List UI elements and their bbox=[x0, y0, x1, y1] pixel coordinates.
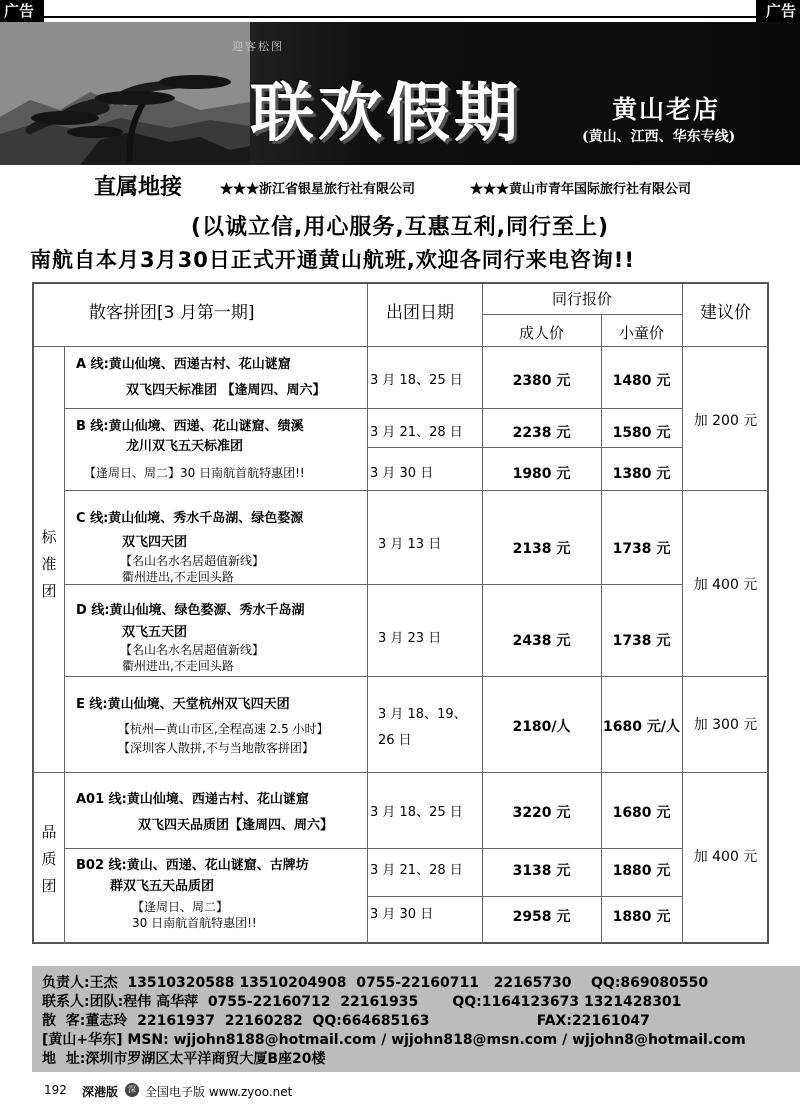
header-child: 小童价 bbox=[618, 324, 664, 342]
route-c-title: C 线:黄山仙境、秀水千岛湖、绿色婺源 bbox=[76, 511, 304, 526]
route-d-note: 【名山名水名居超值新线】 bbox=[120, 643, 265, 657]
route-b02-note: 【逢周日、周二】 bbox=[132, 900, 229, 914]
route-b-sub: 龙川双飞五天标准团 bbox=[126, 439, 244, 454]
section-standard: 标准团 bbox=[41, 528, 57, 600]
store-name: 黄山老店 bbox=[612, 95, 721, 124]
route-a-sub: 双飞四天标准团 【逢周四、周六】 bbox=[126, 383, 326, 398]
route-a-child-price: 1480 元 bbox=[612, 373, 671, 389]
header-adult: 成人价 bbox=[518, 324, 564, 342]
suggest-price: 加 400 元 bbox=[693, 577, 758, 593]
route-c-date: 3 月 13 日 bbox=[378, 537, 442, 552]
route-c-note-2: 衢州进出,不走回头路 bbox=[122, 570, 234, 584]
route-b02-child-price: 1880 元 bbox=[612, 863, 671, 879]
direct-label: 直属地接 bbox=[94, 174, 183, 200]
route-d-adult-price: 2438 元 bbox=[512, 633, 571, 649]
header-group: 散客拼团[3 月第一期] bbox=[89, 303, 255, 323]
route-a01-sub: 双飞四天品质团【逢周四、周六】 bbox=[138, 818, 334, 833]
partner-agency: ★★★黄山市青年国际旅行社有限公司 bbox=[470, 182, 692, 197]
route-e-child-price: 1680 元/人 bbox=[603, 719, 680, 735]
partner-agency: ★★★浙江省银星旅行社有限公司 bbox=[220, 182, 416, 197]
route-b02-date: 3 月 21、28 日 bbox=[370, 863, 463, 878]
route-e-note: 【杭州—黄山市区,全程高速 2.5 小时】 bbox=[118, 722, 329, 736]
route-e-title: E 线:黄山仙境、天堂杭州双飞四天团 bbox=[76, 697, 290, 712]
route-c-note: 【名山名水名居超值新线】 bbox=[120, 554, 265, 568]
route-d-note-2: 衢州进出,不走回头路 bbox=[122, 659, 234, 673]
route-a01-child-price: 1680 元 bbox=[612, 805, 671, 821]
header-peer-price: 同行报价 bbox=[551, 290, 612, 308]
route-b-date-2: 3 月 30 日 bbox=[370, 466, 434, 481]
ad-tag-right: 广告 bbox=[756, 0, 800, 22]
contact-individual: 散 客:董志玲 22161937 22160282 QQ:664685163 FAX:22161047 bbox=[42, 1013, 650, 1029]
route-b02-adult-price-2: 2958 元 bbox=[512, 909, 571, 925]
route-c-adult-price: 2138 元 bbox=[512, 541, 571, 557]
contact-address: 地 址:深圳市罗湖区太平洋商贸大厦B座20楼 bbox=[42, 1051, 326, 1067]
page-number: 192 bbox=[44, 1083, 67, 1097]
route-a01-adult-price: 3220 元 bbox=[512, 805, 571, 821]
route-c-sub: 双飞四天团 bbox=[122, 535, 188, 550]
edition-label: 深港版 bbox=[82, 1085, 119, 1099]
tour-price-table bbox=[32, 282, 769, 944]
route-d-sub: 双飞五天团 bbox=[122, 625, 188, 640]
pine-mountain-illustration bbox=[0, 22, 250, 165]
header-suggest: 建议价 bbox=[700, 303, 751, 323]
route-b-note: 【逢周日、周二】30 日南航首航特惠团!! bbox=[84, 466, 305, 480]
route-d-date: 3 月 23 日 bbox=[378, 631, 442, 646]
route-a-title: A 线:黄山仙境、西递古村、花山谜窟 bbox=[76, 357, 291, 372]
section-quality: 品质团 bbox=[41, 823, 57, 895]
publisher-logo-icon: 深圳 bbox=[125, 1083, 139, 1097]
route-b02-note-2: 30 日南航首航特惠团!! bbox=[132, 916, 257, 930]
contact-msn: [黄山+华东] MSN: wjjohn8188@hotmail.com / wjjohn818@msn.com / wjjohn8@hotmail.com bbox=[42, 1032, 746, 1048]
brand-title: 联欢假期 bbox=[250, 76, 522, 151]
banner-seal: 迎客松图 bbox=[232, 40, 284, 53]
route-b-date: 3 月 21、28 日 bbox=[370, 425, 463, 440]
slogan: (以诚立信,用心服务,互惠互利,同行至上) bbox=[190, 215, 610, 240]
route-b-adult-price-2: 1980 元 bbox=[512, 466, 571, 482]
ad-tag-left: 广告 bbox=[0, 0, 44, 22]
route-a01-title: A01 线:黄山仙境、西递古村、花山谜窟 bbox=[76, 792, 309, 807]
contact-team: 联系人:团队:程伟 高华萍 0755-22160712 22161935 QQ:1164123673 1321428301 bbox=[42, 994, 682, 1010]
route-e-adult-price: 2180/人 bbox=[512, 719, 571, 735]
website-link[interactable]: 全国电子版 www.zyoo.net bbox=[145, 1085, 293, 1099]
top-rule bbox=[44, 0, 756, 18]
store-lines: (黄山、江西、华东专线) bbox=[582, 129, 736, 145]
route-b02-child-price-2: 1880 元 bbox=[612, 909, 671, 925]
suggest-price: 加 300 元 bbox=[693, 717, 758, 733]
suggest-price: 加 200 元 bbox=[693, 413, 758, 429]
route-e-date: 3 月 18、19、 bbox=[378, 707, 467, 722]
route-b02-sub: 群双飞五天品质团 bbox=[110, 879, 215, 894]
contact-manager: 负责人:王杰 13510320588 13510204908 0755-22160711 22165730 QQ:869080550 bbox=[42, 975, 709, 991]
suggest-price: 加 400 元 bbox=[693, 849, 758, 865]
route-d-child-price: 1738 元 bbox=[612, 633, 671, 649]
route-c-child-price: 1738 元 bbox=[612, 541, 671, 557]
route-b-child-price: 1580 元 bbox=[612, 425, 671, 441]
route-b02-date-2: 3 月 30 日 bbox=[370, 907, 434, 922]
route-a01-date: 3 月 18、25 日 bbox=[370, 805, 463, 820]
banner bbox=[0, 22, 800, 165]
route-b-title: B 线:黄山仙境、西递、花山谜窟、绩溪 bbox=[76, 419, 304, 434]
route-a-date: 3 月 18、25 日 bbox=[370, 373, 463, 388]
route-e-date-2: 26 日 bbox=[378, 733, 412, 748]
route-b-adult-price: 2238 元 bbox=[512, 425, 571, 441]
route-d-title: D 线:黄山仙境、绿色婺源、秀水千岛湖 bbox=[76, 603, 305, 618]
contact-footer bbox=[32, 966, 800, 1072]
header-date: 出团日期 bbox=[386, 303, 454, 323]
route-b02-title: B02 线:黄山、西递、花山谜窟、古牌坊 bbox=[76, 858, 309, 873]
flight-notice: 南航自本月3月30日正式开通黄山航班,欢迎各同行来电咨询!! bbox=[30, 248, 635, 272]
route-a-adult-price: 2380 元 bbox=[512, 373, 571, 389]
route-e-note-2: 【深圳客人散拼,不与当地散客拼团】 bbox=[118, 741, 314, 755]
route-b-child-price-2: 1380 元 bbox=[612, 466, 671, 482]
route-b02-adult-price: 3138 元 bbox=[512, 863, 571, 879]
